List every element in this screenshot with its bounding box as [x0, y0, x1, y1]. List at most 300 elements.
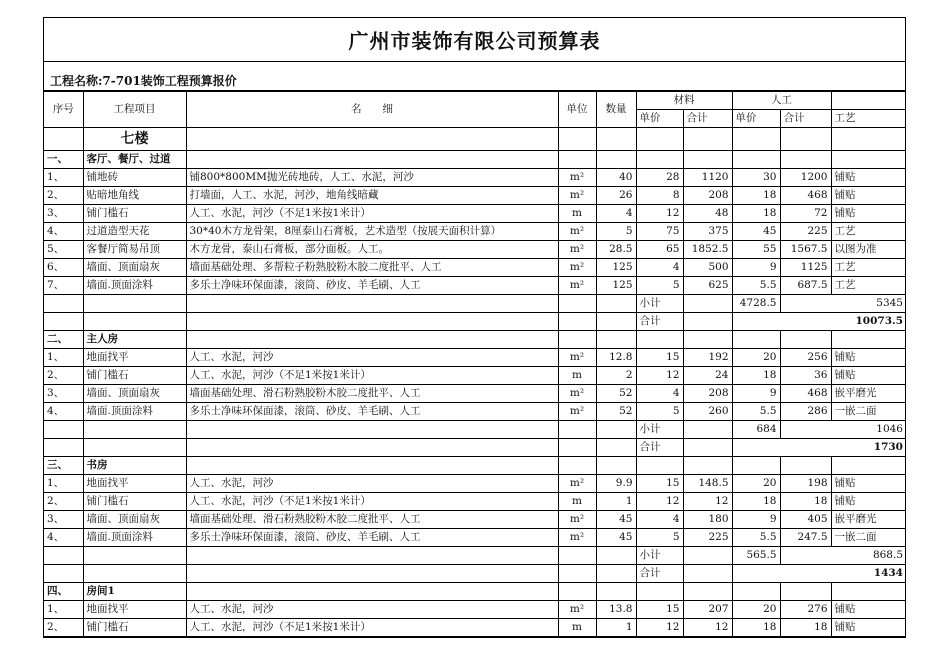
empty-cell: [683, 295, 732, 313]
empty-cell: [636, 457, 683, 475]
row-qty: 45: [596, 511, 636, 529]
row-detail: 铺800*800MM抛光砖地砖，人工、水泥，河沙: [186, 169, 558, 187]
sum-row: [44, 439, 906, 457]
row-material-unit-price: 5: [636, 529, 683, 547]
subtotal-row: [44, 421, 906, 439]
row-labor-total: 1125: [780, 259, 831, 277]
empty-cell: [186, 421, 558, 439]
row-material-total: 1120: [683, 169, 732, 187]
row-item: 墙面.顶面涂料: [83, 277, 186, 295]
row-detail: 墙面基础处理、滑石粉熟胶粉木胶二度批平、人工: [186, 385, 558, 403]
row-item: 地面找平: [83, 349, 186, 367]
empty-cell: [780, 151, 831, 169]
empty-cell: [636, 583, 683, 601]
empty-cell: [732, 331, 780, 349]
row-process: 工艺: [831, 223, 906, 241]
sum-value: 1434: [732, 565, 906, 583]
row-detail: 墙面基础处理、滑石粉熟胶粉木胶二度批平、人工: [186, 511, 558, 529]
row-material-total: 192: [683, 349, 732, 367]
empty-cell: [186, 457, 558, 475]
empty-cell: [732, 583, 780, 601]
header-seq: 序号: [44, 92, 83, 128]
row-labor-total: 1200: [780, 169, 831, 187]
empty-cell: [636, 331, 683, 349]
table-row: [44, 187, 906, 205]
row-number: 4、: [44, 223, 83, 241]
row-labor-total: 1567.5: [780, 241, 831, 259]
row-qty: 125: [596, 277, 636, 295]
row-material-total: 375: [683, 223, 732, 241]
row-qty: 9.9: [596, 475, 636, 493]
empty-cell: [44, 547, 83, 565]
row-number: 3、: [44, 385, 83, 403]
sum-row: [44, 313, 906, 331]
row-number: 2、: [44, 493, 83, 511]
row-qty: 52: [596, 385, 636, 403]
row-unit: m²: [558, 475, 596, 493]
subtotal-label: 小计: [636, 547, 683, 565]
row-labor-unit-price: 18: [732, 367, 780, 385]
subtotal-material: 565.5: [732, 547, 780, 565]
empty-cell: [732, 151, 780, 169]
row-material-total: 625: [683, 277, 732, 295]
header-material: 材料: [636, 92, 732, 110]
table-row: [44, 349, 906, 367]
row-detail: 人工、水泥，河沙: [186, 475, 558, 493]
row-labor-unit-price: 18: [732, 187, 780, 205]
row-labor-unit-price: 20: [732, 601, 780, 619]
row-unit: m²: [558, 259, 596, 277]
row-labor-total: 225: [780, 223, 831, 241]
row-material-total: 12: [683, 619, 732, 637]
empty-cell: [83, 313, 186, 331]
row-process: 铺贴: [831, 205, 906, 223]
row-labor-unit-price: 45: [732, 223, 780, 241]
section-header-row: [44, 583, 906, 601]
row-qty: 26: [596, 187, 636, 205]
row-material-total: 225: [683, 529, 732, 547]
row-qty: 125: [596, 259, 636, 277]
empty-cell: [83, 421, 186, 439]
row-material-total: 180: [683, 511, 732, 529]
sum-value: 10073.5: [732, 313, 906, 331]
row-labor-total: 468: [780, 385, 831, 403]
row-item: 铺门槛石: [83, 367, 186, 385]
empty-cell: [780, 583, 831, 601]
row-process: 铺贴: [831, 187, 906, 205]
sum-label: 合计: [636, 439, 683, 457]
empty-cell: [683, 313, 732, 331]
row-labor-total: 687.5: [780, 277, 831, 295]
row-item: 墙面.顶面涂料: [83, 403, 186, 421]
row-labor-unit-price: 9: [732, 385, 780, 403]
section-number: 四、: [44, 583, 83, 601]
empty-cell: [780, 331, 831, 349]
table-row: [44, 529, 906, 547]
row-unit: m²: [558, 241, 596, 259]
table-row: [44, 493, 906, 511]
row-number: 2、: [44, 187, 83, 205]
empty-cell: [596, 151, 636, 169]
empty-cell: [44, 565, 83, 583]
row-detail: 人工、水泥，河沙（不足1米按1米计）: [186, 619, 558, 637]
row-qty: 40: [596, 169, 636, 187]
row-number: 5、: [44, 241, 83, 259]
table-row: [44, 619, 906, 637]
row-unit: m²: [558, 601, 596, 619]
row-material-unit-price: 4: [636, 259, 683, 277]
row-item: 过道造型天花: [83, 223, 186, 241]
section-header-row: [44, 457, 906, 475]
row-process: 工艺: [831, 259, 906, 277]
row-labor-total: 247.5: [780, 529, 831, 547]
header-material-unit-price: 单价: [636, 110, 683, 128]
row-process: 铺贴: [831, 367, 906, 385]
header-qty: 数量: [596, 92, 636, 128]
row-item: 客餐厅简易吊顶: [83, 241, 186, 259]
empty-cell: [558, 313, 596, 331]
row-qty: 13.8: [596, 601, 636, 619]
row-process: 一嵌二面: [831, 529, 906, 547]
row-process: 铺贴: [831, 169, 906, 187]
header-labor-total: 合计: [780, 110, 831, 128]
table-row: [44, 511, 906, 529]
empty-cell: [831, 583, 906, 601]
table-row: [44, 223, 906, 241]
row-labor-total: 72: [780, 205, 831, 223]
sum-value: 1730: [732, 439, 906, 457]
subtotal-row: [44, 547, 906, 565]
section-name: 房间1: [83, 583, 186, 601]
project-name: 工程名称:7-701装饰工程预算报价: [44, 62, 905, 91]
empty-cell: [186, 565, 558, 583]
row-material-total: 1852.5: [683, 241, 732, 259]
subtotal-labor: 5345: [780, 295, 906, 313]
empty-cell: [44, 313, 83, 331]
budget-sheet: [43, 17, 906, 638]
row-number: 1、: [44, 475, 83, 493]
row-detail: 木方龙骨，泰山石膏板，部分面板。人工。: [186, 241, 558, 259]
row-material-unit-price: 15: [636, 349, 683, 367]
section-number: 三、: [44, 457, 83, 475]
row-qty: 2: [596, 367, 636, 385]
row-unit: m²: [558, 403, 596, 421]
row-item: 墙面、顶面扇灰: [83, 385, 186, 403]
row-material-unit-price: 12: [636, 367, 683, 385]
row-process: 铺贴: [831, 619, 906, 637]
row-labor-unit-price: 5.5: [732, 277, 780, 295]
empty-cell: [596, 457, 636, 475]
empty-cell: [558, 547, 596, 565]
empty-cell: [186, 547, 558, 565]
empty-cell: [186, 313, 558, 331]
row-material-total: 148.5: [683, 475, 732, 493]
row-detail: 人工、水泥，河沙: [186, 601, 558, 619]
row-labor-total: 286: [780, 403, 831, 421]
row-material-total: 24: [683, 367, 732, 385]
row-number: 3、: [44, 205, 83, 223]
row-labor-total: 276: [780, 601, 831, 619]
subtotal-label: 小计: [636, 295, 683, 313]
row-process: 以图为准: [831, 241, 906, 259]
table-row: [44, 403, 906, 421]
row-unit: m²: [558, 277, 596, 295]
row-labor-total: 405: [780, 511, 831, 529]
row-number: 6、: [44, 259, 83, 277]
subtotal-labor: 1046: [780, 421, 906, 439]
row-unit: m²: [558, 187, 596, 205]
empty-cell: [186, 439, 558, 457]
table-row: [44, 475, 906, 493]
row-labor-unit-price: 30: [732, 169, 780, 187]
floor-blank: [44, 128, 83, 151]
row-process: 一嵌二面: [831, 403, 906, 421]
row-material-total: 260: [683, 403, 732, 421]
empty-cell: [83, 295, 186, 313]
row-detail: 多乐士净味环保面漆，滚筒、砂皮、羊毛刷、人工: [186, 277, 558, 295]
row-detail: 人工、水泥，河沙（不足1米按1米计）: [186, 493, 558, 511]
row-unit: m²: [558, 385, 596, 403]
row-detail: 打墙面，人工、水泥，河沙，地角线暗藏: [186, 187, 558, 205]
table-row: [44, 241, 906, 259]
row-item: 贴暗地角线: [83, 187, 186, 205]
row-unit: m: [558, 205, 596, 223]
row-labor-unit-price: 5.5: [732, 529, 780, 547]
row-number: 4、: [44, 529, 83, 547]
row-item: 铺门槛石: [83, 205, 186, 223]
row-qty: 12.8: [596, 349, 636, 367]
sheet-title: 广州市装饰有限公司预算表: [44, 18, 905, 62]
row-material-total: 207: [683, 601, 732, 619]
table-row: [44, 169, 906, 187]
row-detail: 人工、水泥，河沙: [186, 349, 558, 367]
row-material-unit-price: 15: [636, 601, 683, 619]
table-row: [44, 205, 906, 223]
empty-cell: [683, 421, 732, 439]
row-unit: m²: [558, 169, 596, 187]
row-material-unit-price: 8: [636, 187, 683, 205]
row-item: 地面找平: [83, 475, 186, 493]
row-labor-unit-price: 18: [732, 493, 780, 511]
empty-cell: [558, 295, 596, 313]
row-qty: 52: [596, 403, 636, 421]
row-labor-unit-price: 9: [732, 259, 780, 277]
row-labor-unit-price: 18: [732, 205, 780, 223]
row-item: 墙面、顶面扇灰: [83, 259, 186, 277]
empty-cell: [683, 565, 732, 583]
row-item: 墙面、顶面扇灰: [83, 511, 186, 529]
row-number: 2、: [44, 619, 83, 637]
table-row: [44, 601, 906, 619]
row-material-unit-price: 5: [636, 277, 683, 295]
row-labor-total: 18: [780, 493, 831, 511]
row-material-unit-price: 28: [636, 169, 683, 187]
row-material-unit-price: 5: [636, 403, 683, 421]
row-labor-total: 18: [780, 619, 831, 637]
row-process: 嵌平磨光: [831, 511, 906, 529]
header-detail: 名 细: [186, 92, 558, 128]
row-item: 铺门槛石: [83, 493, 186, 511]
row-unit: m²: [558, 529, 596, 547]
empty-cell: [186, 583, 558, 601]
floor-label: 七楼: [83, 128, 186, 151]
row-detail: 墙面基础处理、多帮粒子粉熟胶粉木胶二度批平、人工: [186, 259, 558, 277]
row-labor-total: 468: [780, 187, 831, 205]
row-qty: 5: [596, 223, 636, 241]
empty-cell: [831, 331, 906, 349]
section-name: 书房: [83, 457, 186, 475]
budget-table: [44, 91, 906, 637]
empty-cell: [683, 439, 732, 457]
row-material-unit-price: 12: [636, 205, 683, 223]
row-qty: 45: [596, 529, 636, 547]
empty-cell: [558, 331, 596, 349]
empty-cell: [186, 295, 558, 313]
empty-cell: [683, 151, 732, 169]
row-labor-total: 36: [780, 367, 831, 385]
section-number: 二、: [44, 331, 83, 349]
row-unit: m: [558, 367, 596, 385]
table-row: [44, 259, 906, 277]
subtotal-material: 684: [732, 421, 780, 439]
subtotal-labor: 868.5: [780, 547, 906, 565]
empty-cell: [558, 439, 596, 457]
empty-cell: [596, 439, 636, 457]
row-number: 3、: [44, 511, 83, 529]
empty-cell: [780, 457, 831, 475]
header-blank: [831, 92, 906, 110]
row-labor-unit-price: 18: [732, 619, 780, 637]
empty-cell: [186, 151, 558, 169]
row-item: 地面找平: [83, 601, 186, 619]
subtotal-label: 小计: [636, 421, 683, 439]
row-material-unit-price: 4: [636, 511, 683, 529]
empty-cell: [732, 457, 780, 475]
section-header-row: [44, 331, 906, 349]
empty-cell: [558, 421, 596, 439]
empty-cell: [596, 295, 636, 313]
row-material-total: 208: [683, 385, 732, 403]
empty-cell: [44, 295, 83, 313]
row-number: 1、: [44, 349, 83, 367]
row-qty: 1: [596, 619, 636, 637]
table-row: [44, 277, 906, 295]
row-material-unit-price: 75: [636, 223, 683, 241]
row-unit: m²: [558, 349, 596, 367]
row-unit: m: [558, 493, 596, 511]
row-material-unit-price: 12: [636, 493, 683, 511]
empty-cell: [44, 439, 83, 457]
empty-cell: [831, 151, 906, 169]
empty-cell: [596, 547, 636, 565]
empty-cell: [596, 583, 636, 601]
row-process: 铺贴: [831, 493, 906, 511]
row-number: 1、: [44, 169, 83, 187]
empty-cell: [44, 421, 83, 439]
row-material-total: 500: [683, 259, 732, 277]
empty-cell: [186, 331, 558, 349]
empty-cell: [596, 313, 636, 331]
header-labor: 人工: [732, 92, 831, 110]
row-item: 墙面.顶面涂料: [83, 529, 186, 547]
row-material-total: 48: [683, 205, 732, 223]
empty-cell: [83, 439, 186, 457]
row-item: 铺门槛石: [83, 619, 186, 637]
row-labor-total: 198: [780, 475, 831, 493]
row-labor-unit-price: 9: [732, 511, 780, 529]
empty-cell: [636, 151, 683, 169]
subtotal-material: 4728.5: [732, 295, 780, 313]
row-labor-unit-price: 5.5: [732, 403, 780, 421]
sum-label: 合计: [636, 313, 683, 331]
header-process: 工艺: [831, 110, 906, 128]
row-material-total: 12: [683, 493, 732, 511]
row-detail: 人工、水泥，河沙（不足1米按1米计）: [186, 205, 558, 223]
sum-row: [44, 565, 906, 583]
empty-cell: [596, 565, 636, 583]
header-unit: 单位: [558, 92, 596, 128]
row-process: 嵌平磨光: [831, 385, 906, 403]
empty-cell: [83, 565, 186, 583]
empty-cell: [83, 547, 186, 565]
row-labor-unit-price: 55: [732, 241, 780, 259]
header-item: 工程项目: [83, 92, 186, 128]
empty-cell: [558, 457, 596, 475]
row-material-unit-price: 65: [636, 241, 683, 259]
section-name: 客厅、餐厅、过道: [83, 151, 186, 169]
row-material-unit-price: 4: [636, 385, 683, 403]
row-number: 2、: [44, 367, 83, 385]
row-process: 铺贴: [831, 601, 906, 619]
row-number: 7、: [44, 277, 83, 295]
empty-cell: [596, 421, 636, 439]
row-material-unit-price: 15: [636, 475, 683, 493]
header-labor-unit-price: 单价: [732, 110, 780, 128]
row-labor-unit-price: 20: [732, 349, 780, 367]
section-number: 一、: [44, 151, 83, 169]
row-item: 铺地砖: [83, 169, 186, 187]
row-detail: 30*40木方龙骨架，8厘泰山石膏板，艺术造型（按展天面积计算）: [186, 223, 558, 241]
row-unit: m²: [558, 511, 596, 529]
empty-cell: [683, 547, 732, 565]
empty-cell: [683, 457, 732, 475]
empty-cell: [596, 331, 636, 349]
empty-cell: [558, 151, 596, 169]
header-material-total: 合计: [683, 110, 732, 128]
row-labor-unit-price: 20: [732, 475, 780, 493]
empty-cell: [683, 331, 732, 349]
section-header-row: [44, 151, 906, 169]
empty-cell: [683, 583, 732, 601]
empty-cell: [831, 457, 906, 475]
row-unit: m²: [558, 223, 596, 241]
row-number: 1、: [44, 601, 83, 619]
row-detail: 多乐士净味环保面漆，滚筒、砂皮、羊毛刷、人工: [186, 403, 558, 421]
sum-label: 合计: [636, 565, 683, 583]
row-unit: m: [558, 619, 596, 637]
section-name: 主人房: [83, 331, 186, 349]
row-qty: 1: [596, 493, 636, 511]
row-labor-total: 256: [780, 349, 831, 367]
row-material-unit-price: 12: [636, 619, 683, 637]
row-detail: 多乐士净味环保面漆，滚筒、砂皮、羊毛刷、人工: [186, 529, 558, 547]
row-detail: 人工、水泥，河沙（不足1米按1米计）: [186, 367, 558, 385]
row-number: 4、: [44, 403, 83, 421]
row-qty: 4: [596, 205, 636, 223]
row-process: 铺贴: [831, 475, 906, 493]
row-material-total: 208: [683, 187, 732, 205]
empty-cell: [558, 565, 596, 583]
